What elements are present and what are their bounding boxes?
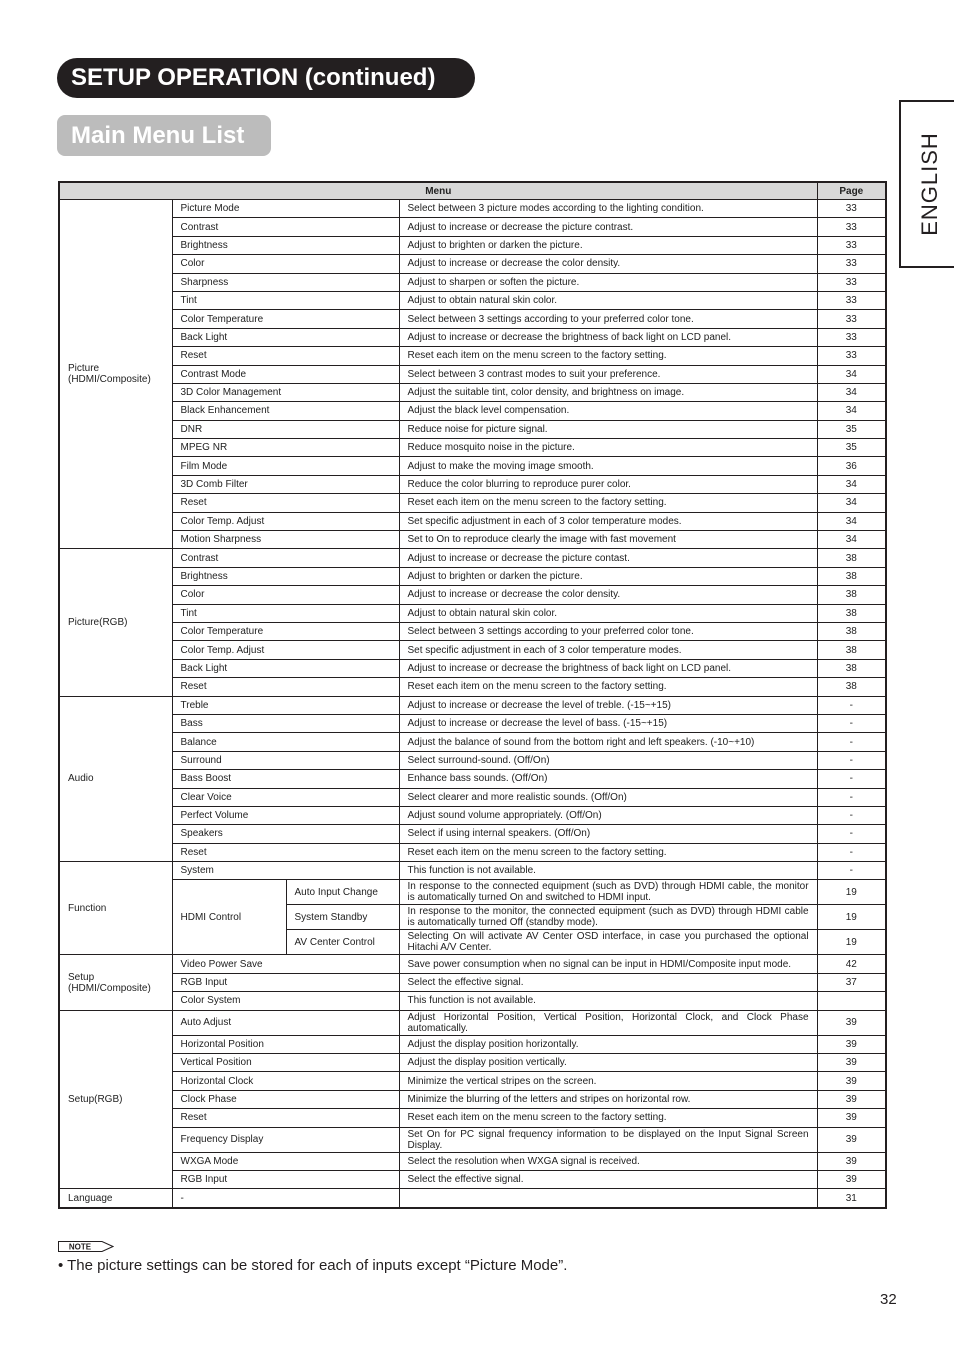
menu-page: - [817,696,886,714]
table-row [59,218,886,236]
table-row [59,751,886,769]
table-row [59,825,886,843]
menu-description: Minimize the vertical stripes on the screen. [399,1072,817,1090]
table-row [59,733,886,751]
menu-page: 38 [817,622,886,640]
menu-item: 3D Color Management [172,383,399,401]
table-row [59,365,886,383]
menu-page: - [817,733,886,751]
menu-group-label: Language [59,1189,172,1208]
menu-page: 34 [817,475,886,493]
menu-page [817,992,886,1010]
menu-item: Color [172,255,399,273]
menu-description: Adjust to brighten or darken the picture. [399,567,817,585]
menu-item: Horizontal Position [172,1035,399,1053]
menu-item: DNR [172,420,399,438]
menu-page: 34 [817,512,886,530]
menu-description: Adjust to obtain natural skin color. [399,291,817,309]
table-row [59,1109,886,1127]
menu-description: Select between 3 settings according to your preferred color tone. [399,310,817,328]
menu-item: Contrast [172,218,399,236]
menu-item: Color [172,586,399,604]
menu-description: Adjust the balance of sound from the bottom right and left speakers. (-10~+10) [399,733,817,751]
note-text: • The picture settings can be stored for each of inputs except “Picture Mode”. [58,1257,568,1274]
menu-item: Reset [172,843,399,861]
table-header-row [59,182,886,200]
menu-item: Film Mode [172,457,399,475]
menu-item: Clock Phase [172,1090,399,1108]
subtitle: Main Menu List [71,122,245,149]
menu-page: 39 [817,1109,886,1127]
menu-page: 38 [817,678,886,696]
menu-description: Select if using internal speakers. (Off/On) [399,825,817,843]
menu-description: Adjust to increase or decrease the color density. [399,255,817,273]
table-row [59,880,886,905]
menu-description: Set specific adjustment in each of 3 color temperature modes. [399,641,817,659]
menu-page: - [817,806,886,824]
table-row [59,641,886,659]
table-row [59,273,886,291]
menu-page: - [817,825,886,843]
menu-item: RGB Input [172,1170,399,1188]
menu-description: This function is not available. [399,862,817,880]
menu-page: 38 [817,567,886,585]
menu-description: Adjust to brighten or darken the picture. [399,236,817,254]
page-column-header: Page [817,182,886,200]
menu-page: 34 [817,365,886,383]
menu-page: 38 [817,586,886,604]
menu-description: Set On for PC signal frequency information to be displayed on the Input Signal Screen Display. [399,1127,817,1152]
menu-item: Treble [172,696,399,714]
menu-item: Brightness [172,236,399,254]
menu-item: 3D Comb Filter [172,475,399,493]
menu-description: Adjust the black level compensation. [399,402,817,420]
table-row [59,1189,886,1208]
menu-page: 39 [817,1010,886,1035]
menu-page: 34 [817,531,886,549]
menu-item: Reset [172,678,399,696]
menu-description: Reset each item on the menu screen to the factory setting. [399,1109,817,1127]
language-tab [899,100,954,268]
section-title-banner [57,58,475,98]
menu-page: 42 [817,955,886,973]
menu-description: Enhance bass sounds. (Off/On) [399,770,817,788]
menu-page: 33 [817,218,886,236]
menu-item: Tint [172,291,399,309]
menu-page: 39 [817,1035,886,1053]
menu-group-label: Setup(RGB) [59,1010,172,1189]
menu-subgroup-label: HDMI Control [172,880,286,955]
menu-page: 38 [817,549,886,567]
table-row [59,586,886,604]
menu-page: 34 [817,402,886,420]
menu-item: Tint [172,604,399,622]
table-row [59,200,886,218]
menu-description: Reset each item on the menu screen to the factory setting. [399,843,817,861]
menu-page: 37 [817,973,886,991]
menu-page: - [817,788,886,806]
menu-page: 39 [817,1152,886,1170]
menu-item: Balance [172,733,399,751]
menu-item: Back Light [172,328,399,346]
menu-description: Select surround-sound. (Off/On) [399,751,817,769]
menu-page: 34 [817,383,886,401]
menu-description: Reset each item on the menu screen to the factory setting. [399,494,817,512]
table-row [59,1090,886,1108]
menu-item: Reset [172,347,399,365]
menu-item: Brightness [172,567,399,585]
table-row [59,806,886,824]
menu-subitem: System Standby [286,905,399,930]
menu-page: 38 [817,641,886,659]
menu-subitem: AV Center Control [286,930,399,955]
table-row [59,347,886,365]
table-row [59,992,886,1010]
table-row [59,973,886,991]
table-row [59,696,886,714]
menu-page: 39 [817,1054,886,1072]
menu-page: 35 [817,420,886,438]
menu-group-label: Picture(RGB) [59,549,172,696]
menu-description: Adjust the display position vertically. [399,1054,817,1072]
menu-description: In response to the connected equipment (such as DVD) through HDMI cable, the monitor is automatically turned On and switched to HDMI input. [399,880,817,905]
menu-description: Reduce the color blurring to reproduce purer color. [399,475,817,493]
menu-item: Color Temperature [172,310,399,328]
table-row [59,1152,886,1170]
table-row [59,420,886,438]
menu-item: Picture Mode [172,200,399,218]
menu-description: Adjust to increase or decrease the level of treble. (-15~+15) [399,696,817,714]
menu-item: Back Light [172,659,399,677]
menu-page: - [817,751,886,769]
menu-page: 35 [817,439,886,457]
table-row [59,475,886,493]
menu-item: Contrast [172,549,399,567]
menu-page: 33 [817,200,886,218]
table-row [59,402,886,420]
menu-page: 34 [817,494,886,512]
menu-item: Sharpness [172,273,399,291]
menu-item: Bass [172,714,399,732]
menu-description: Select the effective signal. [399,973,817,991]
menu-page: 19 [817,880,886,905]
menu-table-body [59,200,886,1208]
menu-group-label: Setup (HDMI/Composite) [59,955,172,1010]
menu-item: Horizontal Clock [172,1072,399,1090]
table-row [59,1010,886,1035]
menu-item: Color Temp. Adjust [172,641,399,659]
note-badge-label: NOTE [68,1242,92,1252]
menu-item: Color Temperature [172,622,399,640]
table-row [59,567,886,585]
menu-item: Frequency Display [172,1127,399,1152]
menu-description: Adjust Horizontal Position, Vertical Position, Horizontal Clock, and Clock Phase automatically. [399,1010,817,1035]
table-row [59,604,886,622]
table-row [59,531,886,549]
menu-group-label: Function [59,862,172,955]
menu-description: Adjust the display position horizontally. [399,1035,817,1053]
menu-description: Adjust the suitable tint, color density, and brightness on image. [399,383,817,401]
menu-description: Adjust to obtain natural skin color. [399,604,817,622]
menu-page: 19 [817,930,886,955]
menu-item: Video Power Save [172,955,399,973]
menu-description: Select between 3 settings according to your preferred color tone. [399,622,817,640]
menu-page: 33 [817,291,886,309]
table-row [59,255,886,273]
language-tab-label: ENGLISH [917,132,942,236]
table-row [59,714,886,732]
menu-description: Select the effective signal. [399,1170,817,1188]
menu-page: - [817,862,886,880]
menu-description: Select clearer and more realistic sounds. (Off/On) [399,788,817,806]
table-row [59,862,886,880]
note-arrow-icon [58,1241,114,1252]
menu-item: Color System [172,992,399,1010]
menu-page: 39 [817,1072,886,1090]
menu-description: This function is not available. [399,992,817,1010]
menu-page: 39 [817,1090,886,1108]
menu-page: - [817,770,886,788]
menu-group-label: Picture (HDMI/Composite) [59,200,172,549]
menu-description: Adjust to increase or decrease the picture contrast. [399,218,817,236]
table-row [59,659,886,677]
menu-item: Surround [172,751,399,769]
menu-item: Color Temp. Adjust [172,512,399,530]
table-row [59,1054,886,1072]
menu-item: MPEG NR [172,439,399,457]
menu-item: Perfect Volume [172,806,399,824]
menu-description [399,1189,817,1208]
table-row [59,622,886,640]
menu-description: Select between 3 contrast modes to suit your preference. [399,365,817,383]
menu-item: Reset [172,1109,399,1127]
menu-description: Minimize the blurring of the letters and stripes on horizontal row. [399,1090,817,1108]
menu-column-header: Menu [59,182,817,200]
menu-item: System [172,862,399,880]
menu-description: Save power consumption when no signal can be input in HDMI/Composite input mode. [399,955,817,973]
menu-group-label: Audio [59,696,172,862]
table-row [59,494,886,512]
menu-item: WXGA Mode [172,1152,399,1170]
menu-description: Adjust to increase or decrease the level of bass. (-15~+15) [399,714,817,732]
menu-description: Reset each item on the menu screen to the factory setting. [399,678,817,696]
menu-description: Adjust to sharpen or soften the picture. [399,273,817,291]
menu-page: 33 [817,255,886,273]
menu-description: Reset each item on the menu screen to the factory setting. [399,347,817,365]
menu-description: Set to On to reproduce clearly the image with fast movement [399,531,817,549]
table-row [59,788,886,806]
table-row [59,770,886,788]
menu-page: 31 [817,1189,886,1208]
table-row [59,1035,886,1053]
table-row [59,549,886,567]
menu-page: 33 [817,328,886,346]
page-number: 32 [880,1291,897,1308]
menu-description: In response to the monitor, the connected equipment (such as DVD) through HDMI cable is automatically turned Off (standby mode). [399,905,817,930]
table-row [59,843,886,861]
menu-description: Reduce noise for picture signal. [399,420,817,438]
menu-page: 39 [817,1127,886,1152]
table-row [59,955,886,973]
menu-description: Select between 3 picture modes according to the lighting condition. [399,200,817,218]
table-row [59,328,886,346]
menu-page: 33 [817,236,886,254]
menu-item: Black Enhancement [172,402,399,420]
menu-description: Adjust sound volume appropriately. (Off/On) [399,806,817,824]
table-row [59,678,886,696]
menu-description: Selecting On will activate AV Center OSD interface, in case you purchased the optional Hitachi A/V Center. [399,930,817,955]
menu-page: 36 [817,457,886,475]
menu-page: 39 [817,1170,886,1188]
table-row [59,1170,886,1188]
menu-description: Adjust to increase or decrease the brightness of back light on LCD panel. [399,659,817,677]
menu-item: Motion Sharpness [172,531,399,549]
menu-page: 38 [817,604,886,622]
menu-page: 33 [817,347,886,365]
menu-item: Clear Voice [172,788,399,806]
menu-item: Reset [172,494,399,512]
menu-page: - [817,843,886,861]
menu-page: 38 [817,659,886,677]
menu-description: Select the resolution when WXGA signal is received. [399,1152,817,1170]
table-row [59,439,886,457]
menu-page: 19 [817,905,886,930]
menu-page: 33 [817,310,886,328]
menu-description: Adjust to make the moving image smooth. [399,457,817,475]
menu-item: Bass Boost [172,770,399,788]
table-row [59,512,886,530]
main-menu-table [58,181,887,1209]
menu-item: Contrast Mode [172,365,399,383]
menu-item: RGB Input [172,973,399,991]
table-row [59,291,886,309]
menu-page: - [817,714,886,732]
table-row [59,236,886,254]
section-title: SETUP OPERATION (continued) [71,64,436,91]
menu-description: Reduce mosquito noise in the picture. [399,439,817,457]
table-row [59,457,886,475]
table-row [59,383,886,401]
menu-description: Adjust to increase or decrease the brightness of back light on LCD panel. [399,328,817,346]
menu-page: 33 [817,273,886,291]
menu-description: Adjust to increase or decrease the picture contast. [399,549,817,567]
menu-item: - [172,1189,399,1208]
table-row [59,1127,886,1152]
menu-description: Adjust to increase or decrease the color density. [399,586,817,604]
table-row [59,310,886,328]
menu-item: Vertical Position [172,1054,399,1072]
menu-subitem: Auto Input Change [286,880,399,905]
menu-item: Auto Adjust [172,1010,399,1035]
table-row [59,1072,886,1090]
subtitle-banner [57,115,271,156]
menu-description: Set specific adjustment in each of 3 color temperature modes. [399,512,817,530]
menu-item: Speakers [172,825,399,843]
